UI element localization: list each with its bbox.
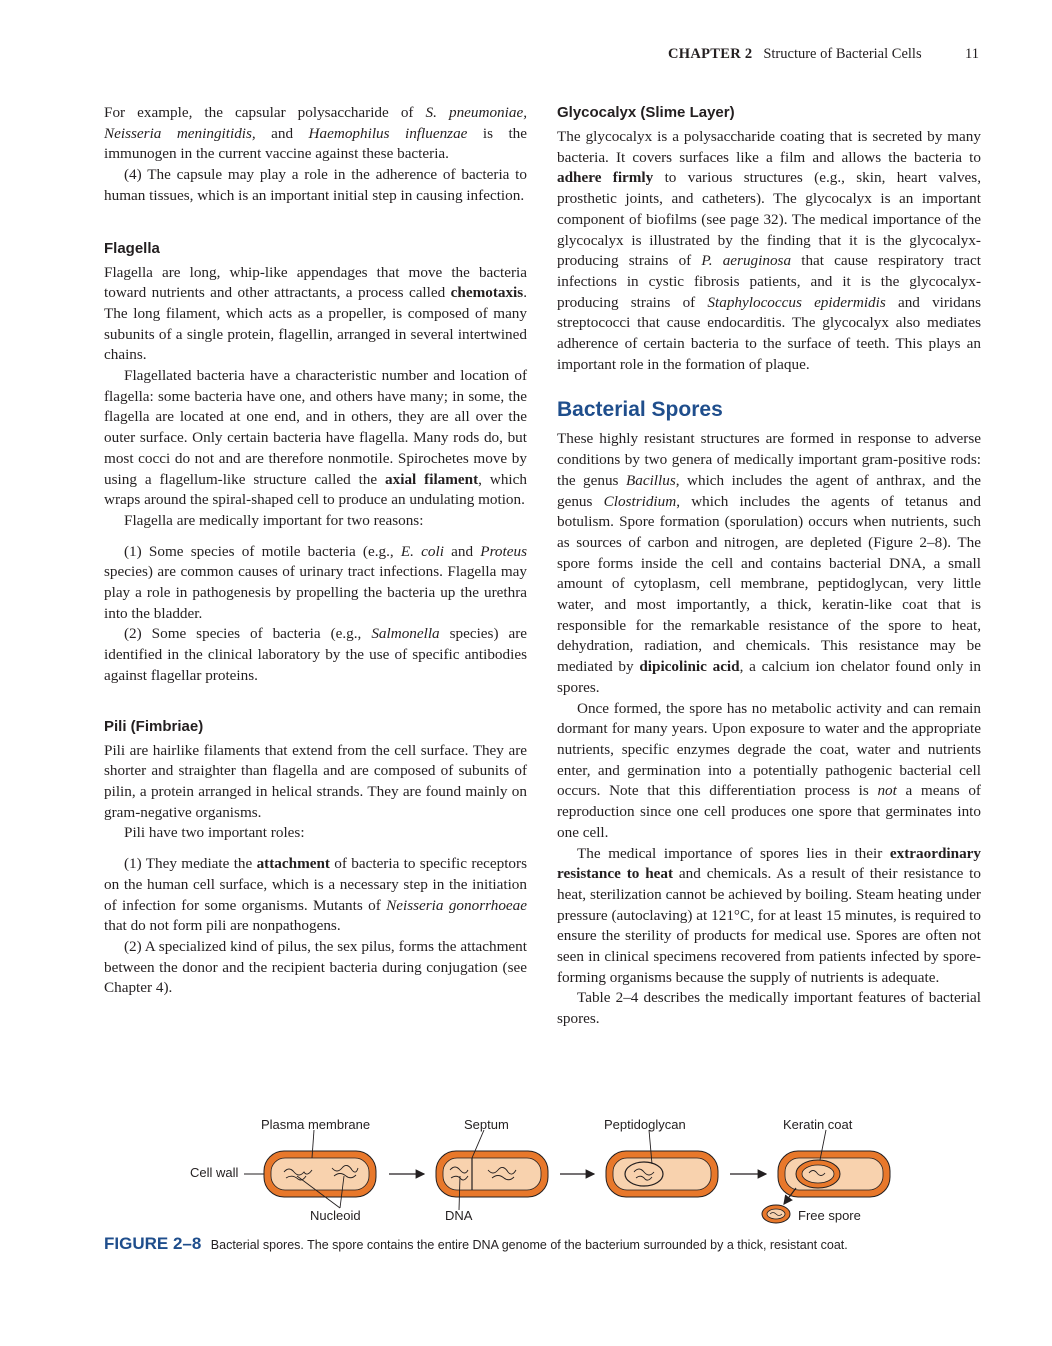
paragraph: Pili have two important roles: <box>124 824 305 842</box>
paragraph: The glycocalyx is a polysaccharide coating that is secreted by many bacteria. It covers surfaces like a film and allows the bacteria to adhere firmly to various structures (e.g., skin, heart valves, prosthetic joints, and catheters). The glycocalyx is an important component of biofilms (see page 32). The medical importance of the glycocalyx is illustrated by the finding that it is the glycocalyx-producing strains of P. aeruginosa that cause respiratory tract infections in cystic fibrosis patients, and it is the glycocalyx-producing strains of Staphylococcus epidermidis and viridans streptococci that cause endocarditis. The glycocalyx also mediates adherence of certain bacteria to the surface of teeth. This plays an important role in the formation of plaque. <box>557 128 981 373</box>
right-column <box>557 103 981 1030</box>
figure-caption <box>104 1234 984 1254</box>
figure-number: FIGURE 2–8 <box>104 1234 202 1253</box>
free-spore-shape <box>762 1205 790 1223</box>
cell-stage-3 <box>606 1151 718 1197</box>
section-heading-pili: Pili (Fimbriae) <box>104 717 204 735</box>
cell-stage-2 <box>436 1151 548 1197</box>
label-plasma-membrane: Plasma membrane <box>261 1117 371 1132</box>
paragraph: (2) Some species of bacteria (e.g., Salmonella species) are identified in the clinical laboratory by the use of specific antibodies against flagellar proteins. <box>104 625 527 684</box>
label-dna: DNA <box>445 1208 473 1223</box>
paragraph: Pili are hairlike filaments that extend from the cell surface. They are shorter and straighter than flagella and are composed of subunits of pilin, a protein arranged in helical strands. They are found mainly on gram-negative organisms. <box>104 741 527 821</box>
paragraph: For example, the capsular polysaccharide of S. pneumoniae, Neisseria meningitidis, and Haemophilus influenzae is the immunogen in the current vaccine against these bacteria. <box>104 104 528 163</box>
paragraph: Table 2–4 describes the medically important features of bacterial spores. <box>557 989 981 1028</box>
paragraph: (2) A specialized kind of pilus, the sex pilus, forms the attachment between the donor and the recipient bacteria during conjugation (see Chapter 4). <box>104 937 527 997</box>
label-septum: Septum <box>464 1117 509 1132</box>
section-heading-flagella: Flagella <box>104 239 160 257</box>
paragraph: (4) The capsule may play a role in the adherence of bacteria to human tissues, which is an important initial step in causing infection. <box>104 166 527 204</box>
left-column <box>104 103 527 999</box>
label-cell-wall: Cell wall <box>190 1165 239 1180</box>
paragraph: Once formed, the spore has no metabolic activity and can remain dormant for many years. Upon exposure to water and the appropriate nutrients, specific enzymes degrade the coat, water and nutrients enter, and germination into a potentially pathogenic bacterial cell occurs. Note that this differentiation process is not a means of reproduction since one cell produces one spore that germinates into one cell. <box>557 699 981 841</box>
section-heading-bacterial-spores: Bacterial Spores <box>557 398 723 422</box>
paragraph: The medical importance of spores lies in their extraordinary resistance to heat and chemicals. As a result of their resistance to heat, sterilization cannot be achieved by boiling. Steam heating under pressure (autoclaving) at 121°C, for at least 15 minutes, is required to ensure the sterility of products for medical use. Spores are often not seen in clinical specimens recovered from patients infected by spore-forming organisms because the supply of nutrients is adequate. <box>557 844 981 986</box>
paragraph: Flagella are long, whip-like appendages that move the bacteria toward nutrients and other attractants, a process called chemotaxis. The long filament, which acts as a propeller, is composed of many subunits of a single protein, flagellin, arranged in several intertwined chains. <box>104 263 527 364</box>
label-nucleoid: Nucleoid <box>310 1208 361 1223</box>
label-keratin-coat: Keratin coat <box>783 1117 853 1132</box>
paragraph: (1) They mediate the attachment of bacteria to specific receptors on the human cell surface, which is a necessary step in the initiation of infection for some organisms. Mutants of Neisseria gonorrhoeae that do not form pili are nonpathogens. <box>104 855 527 935</box>
section-heading-glycocalyx: Glycocalyx (Slime Layer) <box>557 104 735 121</box>
paragraph: Flagella are medically important for two reasons: <box>124 511 424 529</box>
chapter-header: CHAPTER 2 Structure of Bacterial Cells <box>668 46 922 62</box>
paragraph: Flagellated bacteria have a characteristic number and location of flagella: some bacteria have one, and others have many; in some, the flagella are located at one end, and in others, they are all over the outer surface. Only certain bacteria have flagella. Many rods do, but most cocci do not and are therefore nonmotile. Spirochetes move by using a flagellum-like structure called the axial filament, which wraps around the spiral-shaped cell to produce an undulating motion. <box>104 367 527 509</box>
running-header <box>0 46 1052 66</box>
label-free-spore: Free spore <box>798 1208 861 1223</box>
caption-text: Bacterial spores. The spore contains the entire DNA genome of the bacterium surrounded by a thick, resistant coat. <box>210 1238 848 1252</box>
page-number: 11 <box>965 46 979 62</box>
paragraph: (1) Some species of motile bacteria (e.g., E. coli and Proteus species) are common causes of urinary tract infections. Flagella may play a role in pathogenesis by propelling the bacteria up the urethra into the bladder. <box>104 542 527 622</box>
cell-stage-1 <box>264 1151 376 1197</box>
label-peptidoglycan: Peptidoglycan <box>604 1117 686 1132</box>
paragraph: These highly resistant structures are formed in response to adverse conditions by two genera of medically important gram-positive rods: the genus Bacillus, which includes the agent of anthrax, and the genus Clostridium, which includes the agents of tetanus and botulism. Spore formation (sporulation) occurs when nutrients, such as sources of carbon and nitrogen, are depleted (Figure 2–8). The spore forms inside the cell and contains bacterial DNA, a small amount of cytoplasm, cell membrane, peptidoglycan, very little water, and most importantly, a thick, keratin-like coat that is responsible for the remarkable resistance of the spore to heat, dehydration, radiation, and chemicals. This resistance may be mediated by dipicolinic acid, a calcium ion chelator found only in spores. <box>557 430 981 696</box>
